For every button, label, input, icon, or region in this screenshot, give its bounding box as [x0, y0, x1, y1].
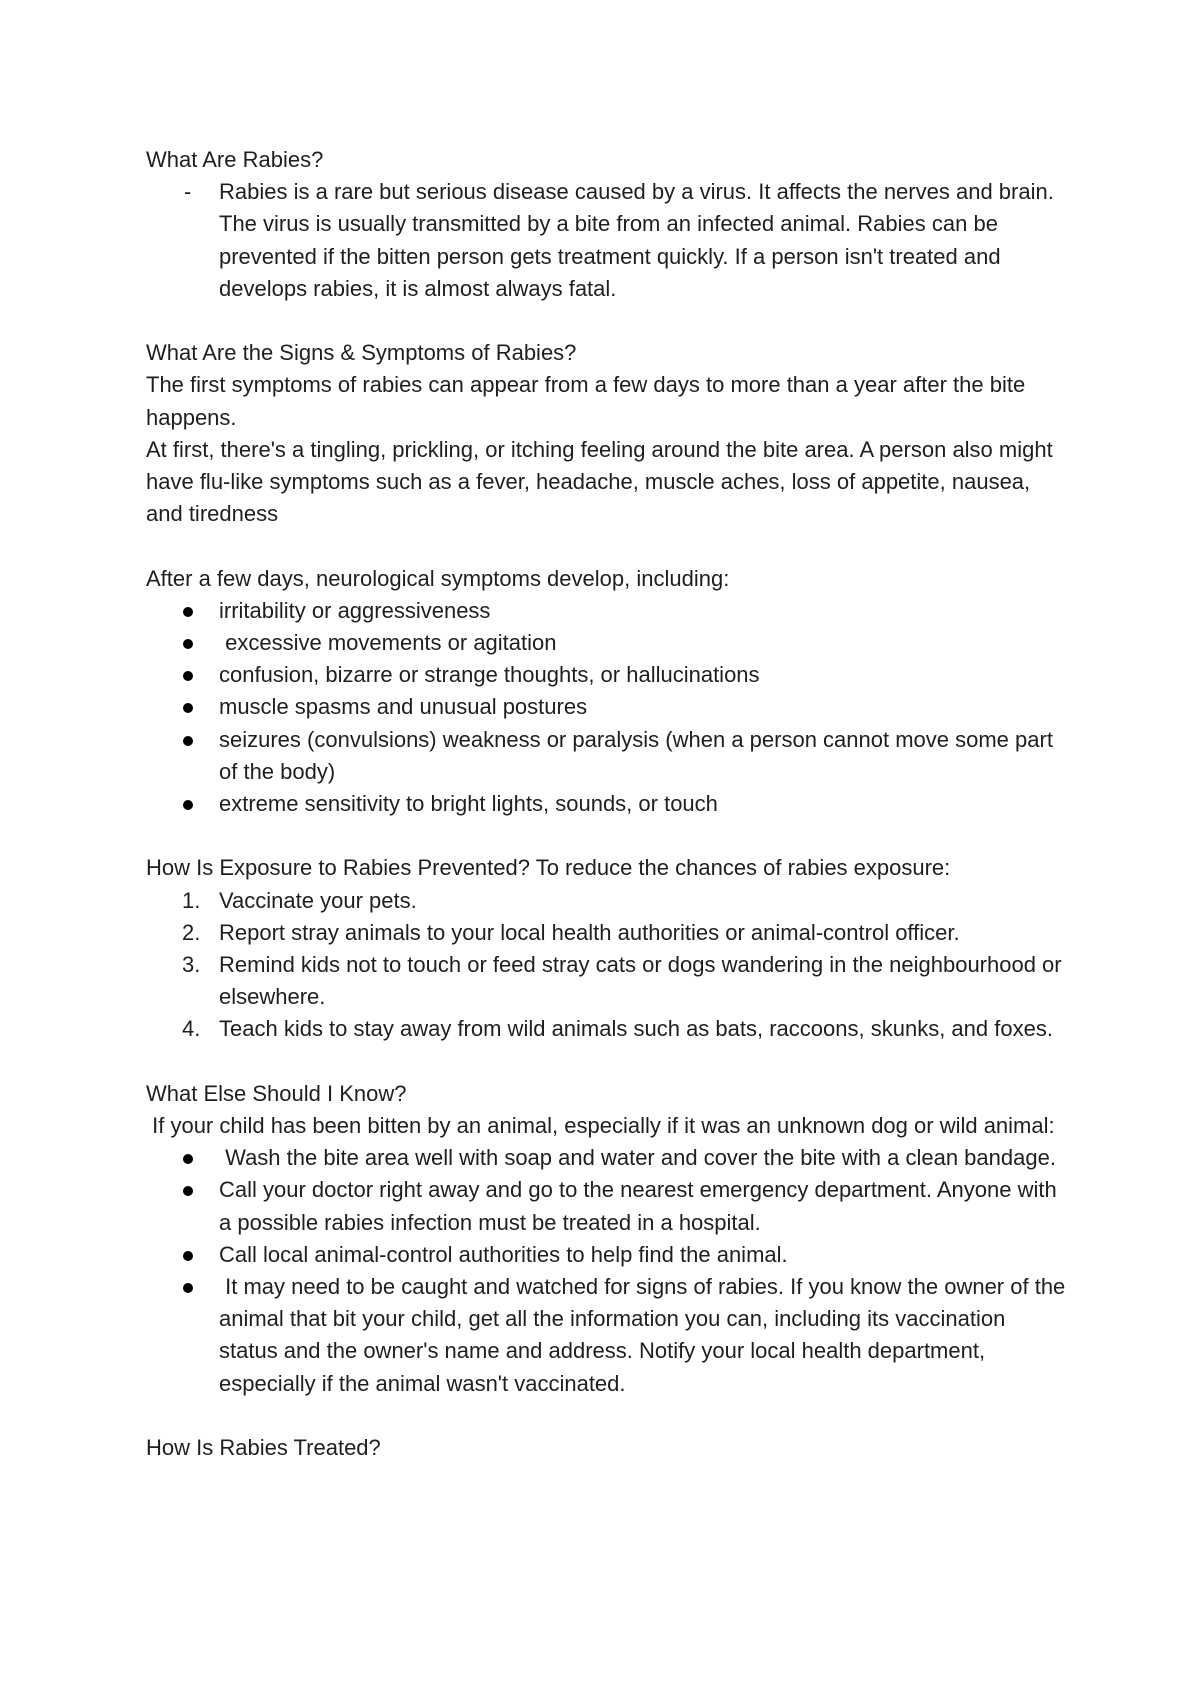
heading-signs-symptoms: What Are the Signs & Symptoms of Rabies? [146, 340, 577, 366]
heading-what-are-rabies: What Are Rabies? [146, 147, 324, 172]
dash-marker: - [184, 179, 192, 205]
bullet-icon [183, 736, 193, 746]
definition-list [146, 176, 1066, 305]
list-item-text: Vaccinate your pets. [219, 887, 417, 913]
list-item [146, 949, 1066, 1013]
list-item [146, 1174, 1066, 1238]
blank-line [146, 530, 1066, 562]
symptoms-paragraph-1: The first symptoms of rabies can appear from a few days to more than a year after the bite happens. [146, 372, 1026, 430]
list-item-text: Teach kids to stay away from wild animals such as bats, raccoons, skunks, and foxes. [219, 1016, 1053, 1042]
list-item-text: confusion, bizarre or strange thoughts, or hallucinations [219, 662, 760, 688]
list-item-text: extreme sensitivity to bright lights, sounds, or touch [219, 791, 718, 817]
list-item-text: Remind kids not to touch or feed stray cats or dogs wandering in the neighbourhood or elsewhere. [219, 952, 1062, 1010]
list-item-text: It may need to be caught and watched for signs of rabies. If you know the owner of the animal that bit your child, get all the information you can, including its vaccination status and the owner's name and address. Notify your local health department, especially if the animal wasn't vaccinated. [219, 1274, 1072, 1396]
bullet-icon [183, 1251, 193, 1261]
list-item-text: excessive movements or agitation [219, 630, 557, 656]
blank-line [146, 305, 1066, 337]
list-item [146, 176, 1066, 305]
list-item [146, 627, 1066, 659]
definition-text: Rabies is a rare but serious disease caused by a virus. It affects the nerves and brain. The virus is usually transmitted by a bite from an infected animal. Rabies can be prevented if the bitten person gets treatment quickly. If a person isn't treated and develops rabies, it is almost always fatal. [219, 179, 1054, 301]
bullet-icon [183, 703, 193, 713]
list-item-text: seizures (convulsions) weakness or paralysis (when a person cannot move some part of the body) [219, 726, 1053, 784]
list-item-text: irritability or aggressiveness [219, 597, 491, 623]
list-item [146, 1271, 1072, 1400]
list-item-text: muscle spasms and unusual postures [219, 694, 588, 720]
bullet-icon [183, 800, 193, 810]
symptoms-paragraph-2: At first, there's a tingling, prickling, or itching feeling around the bite area. A person also might have flu-like symptoms such as a fever, headache, muscle aches, loss of appetite, nausea, and tiredness [146, 436, 1053, 527]
list-item [146, 1239, 1066, 1271]
list-number: 1. [182, 887, 201, 913]
neurological-intro: After a few days, neurological symptoms develop, including: [146, 565, 730, 591]
list-item-text: Call local animal-control authorities to help find the animal. [219, 1241, 788, 1267]
what-else-intro: If your child has been bitten by an animal, especially if it was an unknown dog or wild animal: [146, 1113, 1055, 1139]
list-item-text: Call your doctor right away and go to the nearest emergency department. Anyone with a possible rabies infection must be treated in a hospital. [219, 1177, 1057, 1235]
bullet-icon [183, 671, 193, 681]
bullet-icon [183, 607, 193, 617]
list-item [146, 724, 1066, 788]
list-item [146, 1013, 1066, 1045]
list-item [146, 659, 1066, 691]
list-item [146, 1142, 1066, 1174]
bullet-icon [183, 1154, 193, 1164]
bullet-icon [183, 639, 193, 649]
list-item-text: Wash the bite area well with soap and water and cover the bite with a clean bandage. [219, 1145, 1056, 1171]
heading-treatment: How Is Rabies Treated? [146, 1435, 381, 1461]
bullet-icon [183, 1283, 193, 1293]
list-item [146, 788, 1066, 820]
bite-steps-list [146, 1142, 1072, 1400]
neurological-symptoms-list [146, 595, 1066, 820]
document-page [146, 144, 1072, 1464]
prevention-list [146, 885, 1066, 1046]
list-item-text: Report stray animals to your local health authorities or animal-control officer. [219, 919, 960, 945]
bullet-icon [183, 1186, 193, 1196]
list-number: 3. [182, 952, 201, 978]
heading-what-else: What Else Should I Know? [146, 1080, 407, 1106]
list-number: 4. [182, 1016, 201, 1042]
list-item [146, 595, 1066, 627]
list-item [146, 885, 1066, 917]
list-item [146, 917, 1066, 949]
blank-line [146, 820, 1066, 852]
blank-line [146, 1046, 1066, 1078]
blank-line [146, 1400, 1066, 1432]
heading-prevention: How Is Exposure to Rabies Prevented? To reduce the chances of rabies exposure: [146, 855, 951, 881]
list-item [146, 691, 1066, 723]
list-number: 2. [182, 919, 201, 945]
